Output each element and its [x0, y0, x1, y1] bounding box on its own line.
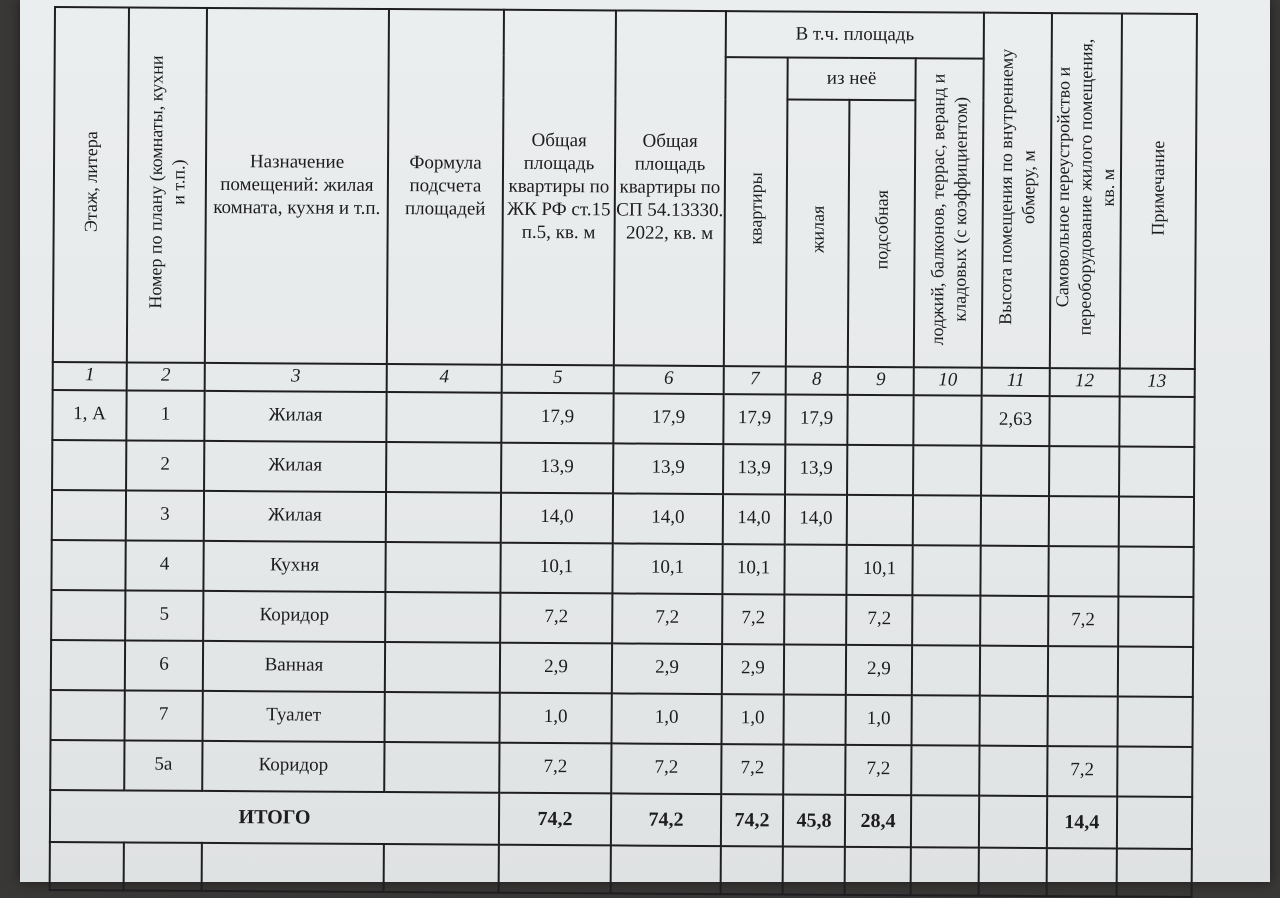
header-of-which: из неё — [787, 57, 915, 100]
total-height — [979, 795, 1047, 847]
cell-unauthorized — [1047, 696, 1117, 746]
cell-plan-number: 3 — [126, 490, 204, 540]
cell-area-zhk: 1,0 — [500, 693, 612, 744]
table-row — [52, 440, 1194, 497]
header-plan-number: Номер по плану (комнаты, кухни и т.п.) — [127, 7, 207, 362]
blank-cell — [611, 845, 721, 894]
column-number: 3 — [205, 363, 387, 392]
cell-room-name: Жилая — [204, 441, 386, 492]
header-incl-area: В т.ч. площадь — [726, 11, 984, 59]
blank-cell — [845, 847, 911, 895]
cell-apartment: 1,0 — [722, 694, 784, 744]
cell-loggia — [912, 545, 980, 595]
cell-auxiliary — [847, 495, 913, 545]
cell-area-sp: 13,9 — [613, 443, 723, 494]
header-formula: Формула подсчета площадей — [387, 9, 504, 364]
header-loggias: лоджий, балконов, террас, веранд и кладовых (с коэффициентом) — [914, 58, 984, 367]
cell-floor — [51, 590, 125, 640]
total-row — [50, 790, 1192, 849]
cell-plan-number: 5а — [124, 740, 202, 790]
cell-loggia — [912, 595, 980, 645]
cell-note — [1117, 746, 1192, 796]
header-living: жилая — [786, 100, 850, 367]
cell-area-sp: 7,2 — [611, 743, 721, 794]
column-number: 10 — [914, 367, 982, 395]
column-number: 6 — [614, 365, 724, 394]
cell-plan-number: 1 — [126, 390, 204, 440]
header-note: Примечание — [1119, 14, 1196, 369]
column-number: 11 — [982, 367, 1050, 395]
cell-formula — [386, 442, 501, 493]
cell-unauthorized — [1049, 496, 1119, 546]
cell-floor — [50, 740, 124, 790]
cell-auxiliary: 1,0 — [846, 695, 912, 745]
cell-loggia — [913, 445, 981, 495]
cell-auxiliary: 2,9 — [846, 645, 912, 695]
cell-area-sp: 17,9 — [613, 393, 723, 444]
column-number: 2 — [127, 362, 205, 390]
blank-cell — [124, 842, 202, 890]
table-row — [51, 640, 1193, 697]
cell-apartment: 7,2 — [721, 744, 783, 794]
cell-height — [981, 445, 1049, 495]
table-row — [52, 490, 1194, 547]
cell-living: 14,0 — [785, 494, 847, 544]
cell-note — [1118, 546, 1193, 596]
cell-loggia — [913, 495, 981, 545]
cell-floor — [51, 640, 125, 690]
cell-area-zhk: 7,2 — [499, 743, 611, 794]
header-floor: Этаж, литера — [53, 7, 129, 362]
cell-formula — [386, 492, 501, 543]
cell-room-name: Коридор — [203, 591, 385, 642]
cell-unauthorized — [1049, 396, 1119, 446]
table-row — [51, 540, 1193, 597]
cell-room-name: Кухня — [203, 541, 385, 592]
cell-auxiliary — [847, 445, 913, 495]
cell-area-zhk: 2,9 — [500, 643, 612, 694]
cell-loggia — [912, 695, 980, 745]
cell-unauthorized — [1048, 646, 1118, 696]
cell-auxiliary — [847, 395, 913, 445]
table-row — [52, 390, 1194, 447]
blank-cell — [1116, 848, 1191, 896]
cell-note — [1117, 696, 1192, 746]
column-number: 12 — [1050, 368, 1120, 396]
apartment-explication-table — [49, 6, 1198, 898]
header-area-sp: Общая площадь квартиры по СП 54.13330. 2022, кв. м — [614, 10, 726, 365]
cell-auxiliary: 7,2 — [846, 595, 912, 645]
cell-height — [981, 495, 1049, 545]
cell-height — [980, 695, 1048, 745]
column-number: 1 — [53, 362, 127, 390]
cell-apartment: 7,2 — [722, 594, 784, 644]
cell-area-sp: 7,2 — [612, 593, 722, 644]
cell-plan-number: 4 — [125, 540, 203, 590]
blank-cell — [783, 846, 845, 894]
cell-auxiliary: 7,2 — [845, 745, 911, 795]
table-row — [50, 740, 1192, 797]
cell-apartment: 2,9 — [722, 644, 784, 694]
cell-loggia — [911, 745, 979, 795]
column-number: 5 — [502, 365, 614, 394]
cell-plan-number: 7 — [125, 690, 203, 740]
cell-height — [979, 745, 1047, 795]
cell-floor — [52, 440, 126, 490]
header-apartment: квартиры — [724, 57, 788, 366]
total-living: 45,8 — [783, 794, 845, 846]
cell-room-name: Туалет — [203, 691, 385, 742]
cell-floor — [52, 490, 126, 540]
header-row-1 — [55, 7, 1197, 60]
cell-height: 2,63 — [981, 395, 1049, 445]
cell-area-sp: 2,9 — [612, 643, 722, 694]
cell-living — [784, 594, 846, 644]
cell-unauthorized: 7,2 — [1048, 596, 1118, 646]
column-number: 7 — [724, 366, 786, 394]
cell-apartment: 13,9 — [723, 444, 785, 494]
cell-formula — [385, 542, 500, 593]
cell-area-sp: 1,0 — [612, 693, 722, 744]
cell-area-sp: 14,0 — [613, 493, 723, 544]
header-unauthorized: Самовольное переустройство и переоборудование жилого помещения, кв. м — [1050, 13, 1122, 368]
cell-room-name: Коридор — [202, 741, 384, 792]
cell-formula — [385, 592, 500, 643]
document-page — [20, 0, 1270, 882]
cell-apartment: 14,0 — [723, 494, 785, 544]
table-row — [51, 690, 1193, 747]
blank-cell — [499, 845, 611, 894]
total-label: ИТОГО — [50, 790, 499, 845]
total-auxiliary: 28,4 — [845, 795, 911, 847]
cell-height — [980, 595, 1048, 645]
column-number: 4 — [387, 364, 502, 393]
cell-living — [784, 644, 846, 694]
cell-loggia — [913, 395, 981, 445]
header-height: Высота помещения по внутреннему обмеру, м — [982, 13, 1052, 368]
cell-living: 17,9 — [785, 394, 847, 444]
cell-unauthorized — [1049, 446, 1119, 496]
cell-plan-number: 2 — [126, 440, 204, 490]
blank-cell — [1047, 848, 1117, 896]
cell-area-zhk: 7,2 — [500, 593, 612, 644]
cell-area-zhk: 13,9 — [501, 443, 613, 494]
header-auxiliary: подсобная — [848, 100, 916, 367]
cell-note — [1119, 396, 1194, 446]
blank-cell — [202, 843, 384, 892]
total-loggia — [911, 795, 979, 847]
cell-floor: 1, А — [52, 390, 126, 440]
cell-area-zhk: 17,9 — [501, 393, 613, 444]
table-row — [51, 590, 1193, 647]
cell-apartment: 10,1 — [722, 544, 784, 594]
cell-plan-number: 6 — [125, 640, 203, 690]
column-number: 13 — [1119, 368, 1194, 396]
cell-height — [980, 645, 1048, 695]
blank-cell — [721, 846, 783, 894]
cell-auxiliary: 10,1 — [846, 545, 912, 595]
cell-living: 13,9 — [785, 444, 847, 494]
cell-formula — [385, 642, 500, 693]
cell-room-name: Жилая — [204, 391, 386, 442]
cell-floor — [51, 690, 125, 740]
header-area-zhk: Общая площадь квартиры по ЖК РФ ст.15 п.5, кв. м — [502, 10, 616, 365]
cell-floor — [51, 540, 125, 590]
cell-area-zhk: 14,0 — [501, 493, 613, 544]
cell-note — [1118, 496, 1193, 546]
cell-loggia — [912, 645, 980, 695]
data-rows — [50, 390, 1194, 797]
cell-living — [784, 694, 846, 744]
blank-cell — [384, 844, 499, 893]
cell-plan-number: 5 — [125, 590, 203, 640]
cell-living — [784, 544, 846, 594]
total-note — [1116, 796, 1191, 848]
total-apartment: 74,2 — [721, 794, 783, 846]
cell-living — [783, 744, 845, 794]
cell-area-zhk: 10,1 — [500, 543, 612, 594]
cell-note — [1118, 596, 1193, 646]
header-purpose: Назначение помещений: жилая комната, кухня и т.п. — [205, 8, 389, 364]
total-area-zhk: 74,2 — [499, 793, 611, 846]
cell-height — [980, 545, 1048, 595]
cell-formula — [386, 392, 501, 443]
column-number: 8 — [786, 366, 848, 394]
cell-formula — [385, 692, 500, 743]
cell-note — [1117, 646, 1192, 696]
blank-cell — [979, 847, 1047, 895]
cell-room-name: Жилая — [204, 491, 386, 542]
cell-room-name: Ванная — [203, 641, 385, 692]
column-number: 9 — [848, 367, 914, 395]
cell-unauthorized — [1048, 546, 1118, 596]
total-unauthorized: 14,4 — [1047, 796, 1117, 848]
blank-cell — [50, 842, 124, 890]
cell-apartment: 17,9 — [723, 394, 785, 444]
cell-formula — [384, 742, 499, 793]
cell-unauthorized: 7,2 — [1047, 746, 1117, 796]
cell-note — [1119, 446, 1194, 496]
blank-cell — [911, 847, 979, 895]
blank-row — [50, 842, 1192, 897]
total-area-sp: 74,2 — [611, 793, 721, 846]
cell-area-sp: 10,1 — [612, 543, 722, 594]
